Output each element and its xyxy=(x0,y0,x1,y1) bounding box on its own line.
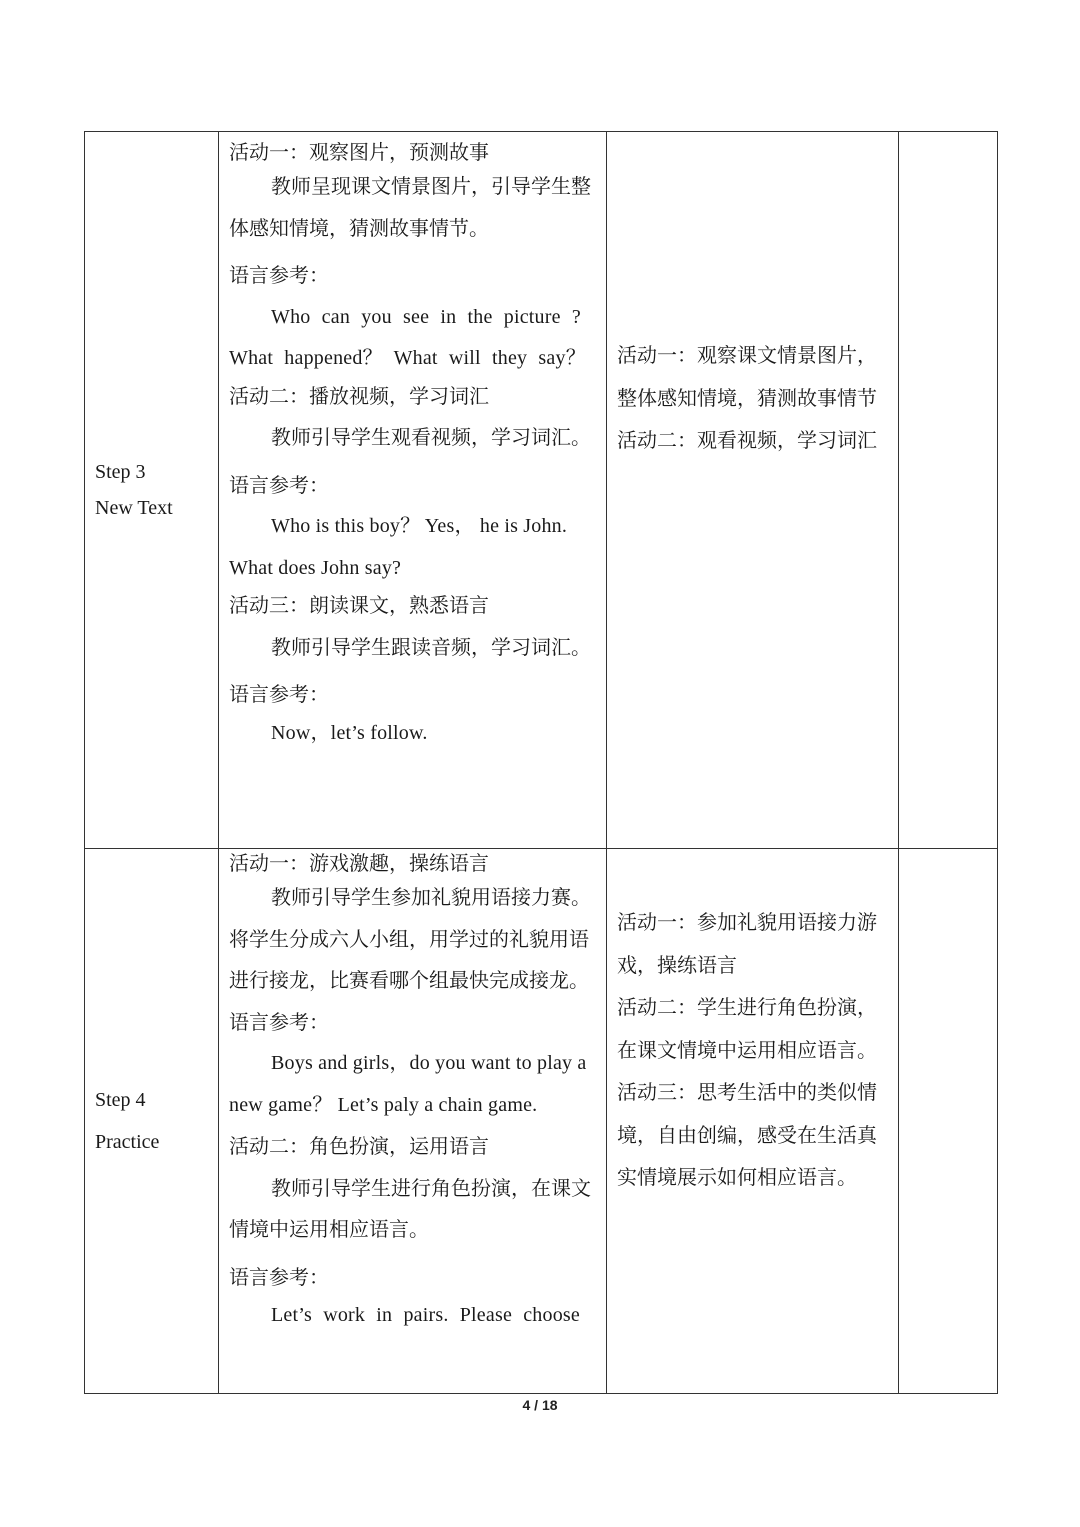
activity-heading: 活动二：播放视频，学习词汇 xyxy=(229,383,489,408)
step-number: Step 3 xyxy=(95,461,146,483)
reference-label: 语言参考： xyxy=(229,263,329,287)
reference-label: 语言参考： xyxy=(229,472,329,497)
objective-item: 活动一：观察课文情景图片，整体感知情境，猜测故事情节 xyxy=(617,343,877,410)
reference-label: 语言参考： xyxy=(229,1009,329,1034)
reference-text: Now，let’s follow. xyxy=(271,721,428,744)
lesson-plan-table xyxy=(84,131,998,1394)
activity-cell xyxy=(219,849,607,1394)
reference-text: Who is this boy？ Yes， he is John. What does John say? xyxy=(229,515,568,579)
reference-text: Boys and girls，do you want to play a new game？ Let’s paly a chain game. xyxy=(229,1052,587,1116)
step-name: New Text xyxy=(95,497,173,519)
objective-item: 活动二：学生进行角色扮演，在课文情境中运用相应语言。 xyxy=(617,995,877,1062)
activity-heading: 活动一：观察图片，预测故事 xyxy=(229,140,489,164)
reference-label: 语言参考： xyxy=(229,682,329,706)
activity-cell xyxy=(219,132,607,849)
objective-cell xyxy=(607,132,899,849)
table-row xyxy=(85,132,998,849)
activity-description: 教师引导学生进行角色扮演，在课文情境中运用相应语言。 xyxy=(229,1175,591,1241)
activity-description: 教师引导学生观看视频，学习词汇。 xyxy=(271,425,591,449)
objective-item: 活动二：观看视频，学习词汇 xyxy=(617,428,877,452)
activity-description: 教师引导学生跟读音频，学习词汇。 xyxy=(271,634,591,659)
activity-description: 教师呈现课文情景图片，引导学生整体感知情境，猜测故事情节。 xyxy=(229,174,591,240)
objective-item: 活动三：思考生活中的类似情境，自由创编，感受在生活真实情境展示如何相应语言。 xyxy=(617,1080,877,1189)
empty-cell xyxy=(899,849,998,1394)
step-number: Step 4 xyxy=(95,1089,146,1111)
empty-cell xyxy=(899,132,998,849)
objective-cell xyxy=(607,849,899,1394)
reference-text: Let’s work in pairs. Please choose xyxy=(271,1304,580,1326)
activity-description: 教师引导学生参加礼貌用语接力赛。将学生分成六人小组，用学过的礼貌用语进行接龙，比赛看哪个组最快完成接龙。 xyxy=(229,885,591,992)
reference-text: Who can you see in the picture ? What happened？ What will they say？ xyxy=(229,305,586,369)
step-cell xyxy=(85,132,219,849)
activity-heading: 活动一：游戏激趣，操练语言 xyxy=(229,851,489,875)
step-name: Practice xyxy=(95,1131,160,1153)
table-row xyxy=(85,849,998,1394)
activity-heading: 活动二：角色扮演，运用语言 xyxy=(229,1134,489,1158)
reference-label: 语言参考： xyxy=(229,1264,329,1289)
page-number: 4 / 18 xyxy=(522,1397,558,1413)
objective-item: 活动一：参加礼貌用语接力游戏，操练语言 xyxy=(617,910,877,977)
step-cell xyxy=(85,849,219,1394)
activity-heading: 活动三：朗读课文，熟悉语言 xyxy=(229,593,489,617)
